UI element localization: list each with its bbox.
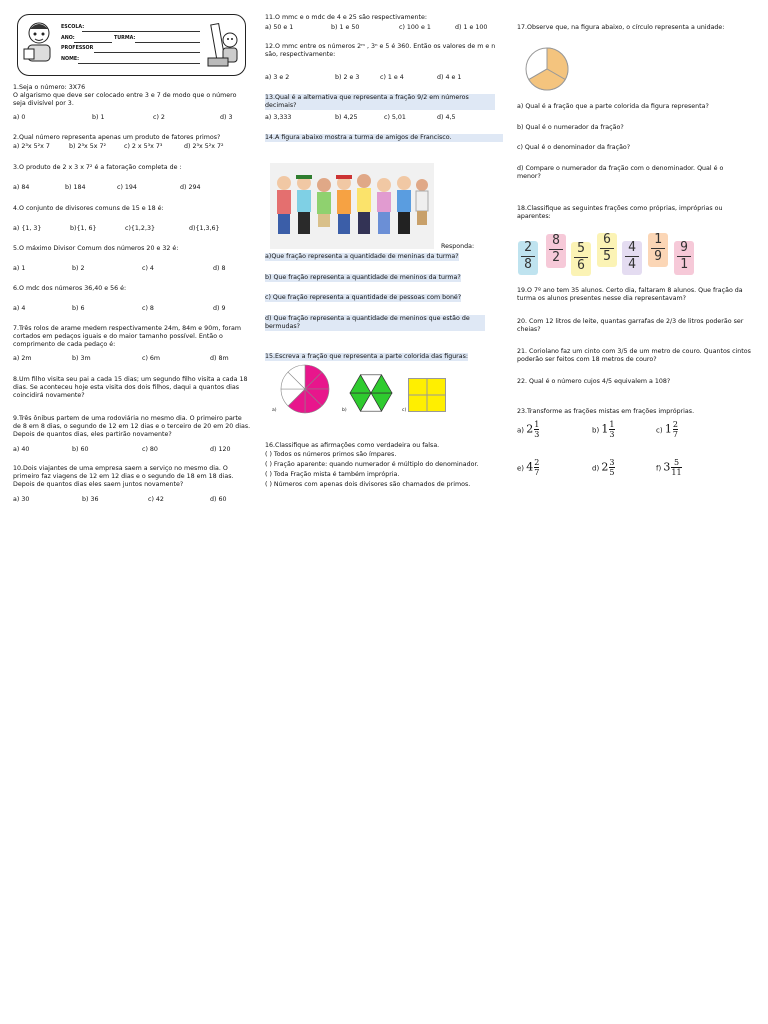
q9-opt-d: d) 120 — [210, 446, 231, 453]
fraction-card — [597, 233, 617, 267]
q10-opt-d: d) 60 — [210, 496, 227, 503]
q14a-text: a)Que fração representa a quantidade de meninas da turma? — [265, 253, 459, 260]
q17d-text: d) Compare o numerador da fração com o denominador. Qual é o menor? — [517, 165, 724, 180]
student-header — [17, 14, 246, 76]
q19-text: 19.O 7º ano tem 35 alunos. Certo dia, faltaram 8 alunos. Que fração da turma os alunos presentes nesse dia representavam? — [517, 287, 743, 302]
q16-text: 16.Classifique as afirmações como verdadeira ou falsa. — [265, 442, 440, 449]
q6-opt-d: d) 9 — [213, 305, 226, 312]
q4-opt-a: a) {1, 3} — [13, 225, 42, 232]
q13-opt-a: a) 3,333 — [265, 114, 292, 121]
q1-opt-c: c) 2 — [153, 114, 165, 121]
q6-opt-a: a) 4 — [13, 305, 26, 312]
q9-opt-a: a) 40 — [13, 446, 30, 453]
q5-opt-c: c) 4 — [142, 265, 154, 272]
q2-opt-c: c) 2 x 5³x 7³ — [124, 143, 163, 150]
fraction-card — [546, 234, 566, 268]
q4-opt-c: c){1,2,3} — [125, 225, 155, 232]
q2-opt-b: b) 2³x 5x 7² — [69, 143, 106, 150]
fraction-numerator: 8 — [552, 233, 560, 248]
fraction-card — [648, 233, 668, 267]
person-1 — [277, 176, 291, 234]
label-turma: TURMA: — [114, 36, 136, 41]
q15-label-a: a) — [272, 408, 277, 413]
q21-text: 21. Coriolano faz um cinto com 3/5 de um metro de couro. Quantos cintos poderão ser feitos com 18 metros de couro? — [517, 348, 751, 363]
fraction-numerator: 1 — [654, 232, 662, 247]
q14-text: 14.A figura abaixo mostra a turma de amigos de Francisco. — [265, 134, 503, 142]
q10-opt-a: a) 30 — [13, 496, 30, 503]
q11-opt-a: a) 50 e 1 — [265, 24, 294, 31]
fraction-denominator: 1 — [680, 257, 688, 272]
q11-opt-c: c) 100 e 1 — [399, 24, 431, 31]
q6-opt-b: b) 6 — [72, 305, 85, 312]
q11-opt-b: b) 1 e 50 — [331, 24, 360, 31]
q1-opt-b: b) 1 — [92, 114, 105, 121]
fraction-denominator: 9 — [654, 249, 662, 264]
q23-text: 23.Transforme as frações mistas em frações impróprias. — [517, 408, 695, 415]
q13-text: 13.Qual é a alternativa que representa a fração 9/2 em números decimais? — [265, 94, 495, 110]
label-ano: ANO: — [61, 36, 75, 41]
q6-opt-c: c) 8 — [142, 305, 154, 312]
q10-text: 10.Dois viajantes de uma empresa saem a serviço no mesmo dia. O primeiro faz viagens de 12 em 12 dias e o segundo de 18 em 18 dias. Depois de quantos dias eles saem juntos novamente? — [13, 465, 234, 488]
q3-opt-b: b) 184 — [65, 184, 86, 191]
q16-item-3: ( ) Toda Fração mista é também imprópria. — [265, 471, 400, 478]
mixed-fraction-item: e) 4 $\frac{2}{7}$ — [517, 458, 540, 477]
yellow-square-figure — [408, 378, 446, 412]
label-nome: NOME: — [61, 57, 80, 62]
q1-opt-d: d) 3 — [220, 114, 233, 121]
fraction-denominator: 6 — [577, 258, 585, 273]
q17c-text: c) Qual é o denominador da fração? — [517, 144, 631, 151]
q7-opt-c: c) 6m — [142, 355, 161, 362]
student-cartoon-icon — [20, 19, 58, 67]
fraction-denominator: 4 — [628, 257, 636, 272]
q12-opt-a: a) 3 e 2 — [265, 74, 290, 81]
q2-opt-d: d) 2³x 5²x 7² — [184, 143, 224, 150]
fraction-numerator: 6 — [603, 232, 611, 247]
q3-opt-d: d) 294 — [180, 184, 201, 191]
mixed-fraction-item: f) 3 $\frac{5}{11}$ — [656, 458, 682, 477]
mixed-fraction-item: c) 1 $\frac{2}{7}$ — [656, 420, 678, 439]
q5-opt-b: b) 2 — [72, 265, 85, 272]
fraction-card — [674, 241, 694, 275]
q5-text: 5.O máximo Divisor Comum dos números 20 e 32 é: — [13, 245, 179, 252]
q12-opt-c: c) 1 e 4 — [380, 74, 404, 81]
q3-opt-c: c) 194 — [117, 184, 137, 191]
q1-text: O algarismo que deve ser colocado entre 3 e 7 de modo que o número seja divisível por 3. — [13, 92, 237, 107]
fraction-denominator: 5 — [603, 249, 611, 264]
q8-text: 8.Um filho visita seu pai a cada 15 dias; um segundo filho visita a cada 18 dias. Se aconteceu hoje esta visita dos dois filhos, daqui a quantos dias coincidirá novamente? — [13, 376, 248, 399]
friends-illustration — [270, 163, 434, 249]
person-2 — [296, 175, 312, 234]
q15-text: 15.Escreva a fração que representa a parte colorida das figuras: — [265, 353, 469, 360]
q11-text: 11.O mmc e o mdc de 4 e 25 são respectivamente: — [265, 14, 427, 21]
q20-text: 20. Com 12 litros de leite, quantas garrafas de 2/3 de litros poderão ser cheias? — [517, 318, 744, 333]
q17a-text: a) Qual é a fração que a parte colorida da figura representa? — [517, 103, 709, 110]
q15-label-b: b) — [342, 408, 347, 413]
q7-opt-d: d) 8m — [210, 355, 229, 362]
mixed-fraction-item: d) 2 $\frac{3}{5}$ — [592, 458, 615, 477]
fraction-denominator: 8 — [524, 257, 532, 272]
q16-item-1: ( ) Todos os números primos são ímpares. — [265, 451, 397, 458]
q13-opt-c: c) 5,01 — [384, 114, 406, 121]
q2-opt-a: a) 2³x 5²x 7 — [13, 143, 50, 150]
q2-text: 2.Qual número representa apenas um produto de fatores primos? — [13, 134, 221, 141]
q16-item-2: ( ) Fração aparente: quando numerador é múltiplo do denominador. — [265, 461, 479, 468]
label-professor: PROFESSOR — [61, 46, 94, 51]
fraction-numerator: 2 — [524, 240, 532, 255]
q12-opt-d: d) 4 e 1 — [437, 74, 462, 81]
q15-label-c: c) — [402, 408, 407, 413]
responda-label: Responda: — [441, 243, 475, 250]
person-3 — [317, 178, 331, 227]
q4-text: 4.O conjunto de divisores comuns de 15 e 18 é: — [13, 205, 164, 212]
mixed-fraction-item: a) 2 $\frac{1}{3}$ — [517, 420, 540, 439]
q3-text: 3.O produto de 2 x 3 x 7² é a fatoração completa de : — [13, 164, 182, 171]
q1-title: 1.Seja o número: 3X76 — [13, 84, 86, 91]
q7-opt-b: b) 3m — [72, 355, 91, 362]
q10-opt-b: b) 36 — [82, 496, 99, 503]
fraction-numerator: 9 — [680, 240, 688, 255]
q10-opt-c: c) 42 — [148, 496, 164, 503]
q12-opt-b: b) 2 e 3 — [335, 74, 360, 81]
person-5 — [357, 174, 371, 234]
q13-opt-d: d) 4,5 — [437, 114, 456, 121]
fraction-card — [622, 241, 642, 275]
q14d-text: d) Que fração representa a quantidade de meninos que estão de bermudas? — [265, 315, 485, 331]
q18-text: 18.Classifique as seguintes frações como próprias, impróprias ou aparentes: — [517, 205, 723, 220]
fraction-denominator: 2 — [552, 250, 560, 265]
fraction-numerator: 4 — [628, 240, 636, 255]
q5-opt-d: d) 8 — [213, 265, 226, 272]
unit-circle-figure — [524, 46, 570, 92]
q17-text: 17.Observe que, na figura abaixo, o círculo representa a unidade: — [517, 24, 725, 31]
fraction-numerator: 5 — [577, 241, 585, 256]
fraction-card — [571, 242, 591, 276]
q17b-text: b) Qual é o numerador da fração? — [517, 124, 624, 131]
pink-circle-figure — [280, 364, 330, 414]
q9-opt-b: b) 60 — [72, 446, 89, 453]
mixed-fraction-item: b) 1 $\frac{1}{3}$ — [592, 420, 615, 439]
q22-text: 22. Qual é o número cujos 4/5 equivalem a 108? — [517, 378, 671, 385]
person-6 — [377, 178, 391, 234]
q3-opt-a: a) 84 — [13, 184, 30, 191]
q9-opt-c: c) 80 — [142, 446, 158, 453]
q12-text: 12.O mmc entre os números 2ᵐ , 3ⁿ e 5 é 360. Então os valores de m e n são, respectivamente: — [265, 43, 496, 58]
q16-item-4: ( ) Números com apenas dois divisores são chamados de primos. — [265, 481, 471, 488]
q5-opt-a: a) 1 — [13, 265, 26, 272]
q6-text: 6.O mdc dos números 36,40 e 56 é: — [13, 285, 127, 292]
q4-opt-d: d){1,3,6} — [189, 225, 220, 232]
person-7 — [397, 176, 411, 234]
green-hexagon-figure — [347, 372, 395, 414]
q11-opt-d: d) 1 e 100 — [455, 24, 488, 31]
q14c-text: c) Que fração representa a quantidade de pessoas com boné? — [265, 294, 462, 301]
q7-opt-a: a) 2m — [13, 355, 32, 362]
q9-text: 9.Três ônibus partem de uma rodoviária no mesmo dia. O primeiro parte de 8 em 8 dias, o segundo de 12 em 12 dias e o terceiro de 20 em 20 dias. Depois de quantos dias, eles partirão novamente? — [13, 415, 251, 438]
q1-opt-a: a) 0 — [13, 114, 26, 121]
person-8 — [416, 179, 428, 225]
q13-opt-b: b) 4,25 — [335, 114, 358, 121]
label-escola: ESCOLA: — [61, 25, 85, 30]
person-4 — [336, 175, 352, 234]
books-cartoon-icon — [204, 18, 242, 70]
q7-text: 7.Três rolos de arame medem respectivamente 24m, 84m e 90m, foram cortados em pedaços iguais e do maior tamanho possível. Então o comprimento de cada pedaço é: — [13, 325, 241, 348]
fraction-card — [518, 241, 538, 275]
q4-opt-b: b){1, 6} — [70, 225, 97, 232]
q14b-text: b) Que fração representa a quantidade de meninos da turma? — [265, 274, 461, 281]
